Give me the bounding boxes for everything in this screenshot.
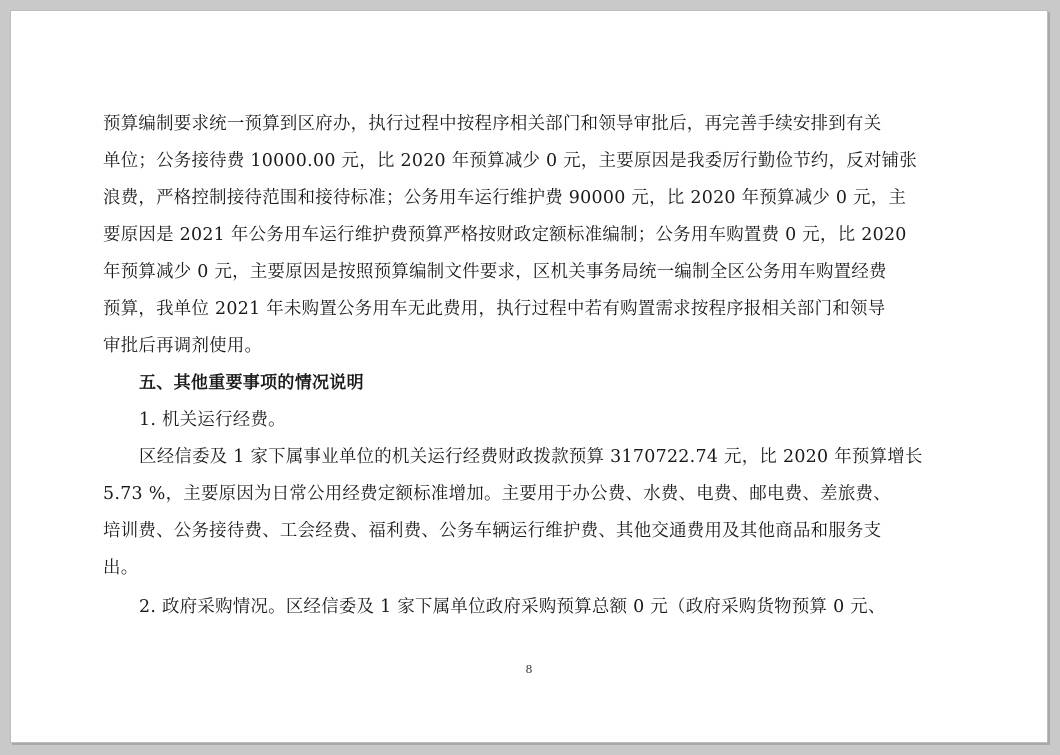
body-line: 区经信委及 1 家下属事业单位的机关运行经费财政拨款预算 3170722.74 元，比 2020 年预算增长 [139, 447, 923, 467]
item-title: 1. 机关运行经费。 [139, 410, 286, 430]
body-line: 浪费，严格控制接待范围和接待标准；公务用车运行维护费 90000 元，比 2020 年预算减少 0 元，主 [103, 188, 907, 208]
body-line: 2. 政府采购情况。区经信委及 1 家下属单位政府采购预算总额 0 元（政府采购货物预算 0 元、 [139, 597, 886, 617]
body-line: 5.73 %，主要原因为日常公用经费定额标准增加。主要用于办公费、水费、电费、邮电费、差旅费、 [103, 484, 891, 504]
section-heading: 五、其他重要事项的情况说明 [139, 373, 364, 393]
body-line: 培训费、公务接待费、工会经费、福利费、公务车辆运行维护费、其他交通费用及其他商品和服务支 [103, 521, 882, 541]
page-number: 8 [525, 663, 533, 676]
body-line: 要原因是 2021 年公务用车运行维护费预算严格按财政定额标准编制；公务用车购置费 0 元，比 2020 [103, 225, 907, 245]
body-line: 审批后再调剂使用。 [103, 336, 263, 356]
body-line: 年预算减少 0 元，主要原因是按照预算编制文件要求，区机关事务局统一编制全区公务用车购置经费 [103, 262, 887, 282]
document-page [10, 10, 1048, 743]
body-line: 出。 [103, 558, 139, 578]
document-body [103, 106, 983, 626]
body-line: 单位；公务接待费 10000.00 元，比 2020 年预算减少 0 元，主要原因是我委厉行勤俭节约，反对铺张 [103, 151, 918, 171]
body-line: 预算编制要求统一预算到区府办，执行过程中按程序相关部门和领导审批后，再完善手续安排到有关 [103, 114, 882, 134]
body-line: 预算，我单位 2021 年未购置公务用车无此费用，执行过程中若有购置需求按程序报相关部门和领导 [103, 299, 886, 319]
